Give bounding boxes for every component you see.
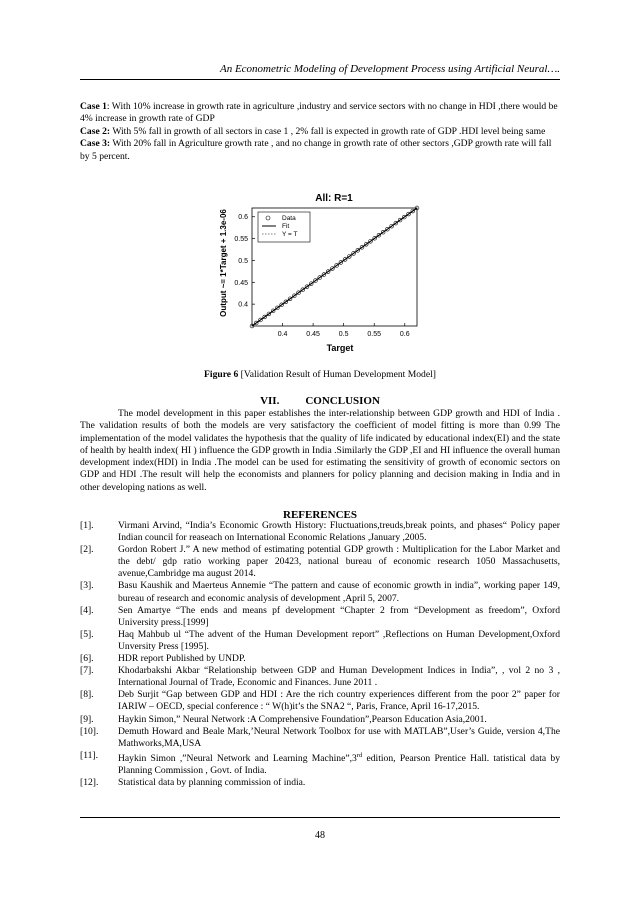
- x-tick-label: 0.4: [277, 331, 288, 338]
- case-text: With 20% fall in Agriculture growth rate , and no change in growth rate of other sectors ,GDP growth rate will fall by 5 percent.: [80, 138, 552, 162]
- case-label: Case 2:: [80, 125, 111, 137]
- legend-label: Fit: [282, 223, 290, 230]
- reference-number: [10].: [80, 725, 99, 737]
- reference-item: [80, 544, 560, 580]
- reference-item: [80, 605, 560, 629]
- case-label: Case 3:: [80, 138, 111, 150]
- reference-item: [80, 629, 560, 653]
- reference-number: [11].: [80, 749, 99, 761]
- reference-number: [2].: [80, 544, 94, 556]
- reference-item: [80, 665, 560, 689]
- reference-superscript: rd: [356, 751, 363, 759]
- reference-text: Gordon Robert J.” A new method of estimating potential GDP growth : Multiplication for the Labor Market and the debt/ gdp ratio working paper 20423, national bureau of economic research 1050 Massachusetts, avenue,Cambridge ma august 2014.: [118, 544, 560, 580]
- reference-number: [9].: [80, 713, 94, 725]
- reference-item: [80, 520, 560, 544]
- reference-text: Demuth Howard and Beale Mark,’Neural Network Toolbox for use with MATLAB”,User’s Guide, version 4,The Mathworks,MA,USA: [118, 725, 560, 749]
- y-axis-label: Output ~= 1*Target + 1.3e-06: [219, 209, 228, 317]
- reference-item: [80, 750, 560, 777]
- section-title: CONCLUSION: [305, 395, 380, 407]
- reference-list: [80, 520, 560, 789]
- chart-legend: [258, 212, 310, 242]
- y-tick-label: 0.4: [238, 301, 248, 309]
- footer-divider: [80, 817, 560, 818]
- case-2: [80, 126, 560, 138]
- case-text: With 5% fall in growth of all sectors in case 1 , 2% fall is expected in growth rate of GDP .HDI level being same: [110, 125, 546, 137]
- header-divider: [80, 79, 560, 80]
- figure-caption: [80, 369, 560, 381]
- reference-text: [118, 750, 560, 777]
- reference-number: [3].: [80, 580, 94, 592]
- reference-text: Virmani Arvind, “India’s Economic Growth History: Fluctuations,treuds,break points, and phases“ Policy paper Indian council for reaseach on International Economic Relations ,January ,2005.: [118, 520, 560, 544]
- section-number: VII.: [260, 395, 280, 407]
- x-tick-label: 0.55: [367, 331, 382, 338]
- y-tick-label: 0.55: [234, 236, 248, 244]
- reference-item: [80, 689, 560, 713]
- reference-number: [6].: [80, 653, 94, 665]
- chart-title: All: R=1: [315, 193, 353, 204]
- reference-text: Basu Kaushik and Maerteus Annemie “The pattern and cause of economic growth in india”, working paper 149, bureau of research and economic analysis of development ,April 5, 2007.: [118, 580, 560, 604]
- reference-text-a: Haykin Simon ,”Neural Network and Learning Machine”,3: [118, 752, 357, 764]
- page-number: 48: [315, 830, 325, 841]
- reference-item: [80, 726, 560, 750]
- reference-item: [80, 777, 560, 789]
- reference-text: Haq Mahbub ul “The advent of the Human Development report” ,Reflections on Human Development,Oxford Unversity Press [1995].: [118, 628, 560, 652]
- reference-number: [1].: [80, 520, 94, 531]
- reference-text-b: edition, Pearson Prentice Hall. tatistical data by Planning Commission , Govt. of India.: [118, 752, 560, 777]
- reference-text: Khodarbakshi Akbar “Relationship between GDP and Human Development Indices in India”, , vol 2 no 3 , International Journal of Trade, Economic and Finances. June 2011 .: [118, 665, 560, 689]
- figure-caption-text: [Validation Result of Human Development Model]: [238, 369, 436, 380]
- reference-number: [8].: [80, 689, 94, 701]
- case-1: [80, 101, 560, 126]
- case-text: : With 10% increase in growth rate in agriculture ,industry and service sectors with no change in HDI ,there would be 4% increase in growth rate of GDP: [80, 101, 558, 125]
- reference-number: [4].: [80, 604, 94, 616]
- y-tick-label: 0.45: [234, 279, 248, 287]
- x-tick-label: 0.5: [338, 331, 349, 338]
- legend-label: Y = T: [282, 231, 298, 238]
- references-heading: REFERENCES: [283, 509, 357, 521]
- conclusion-paragraph: The model development in this paper establishes the inter-relationship between GDP growth and HDI of India . The validation results of both the models are very satisfactory the coefficient of model fitting is more than 0.99 The implementation of the model validates the hypothesis that the quality of life indicated by educational index(EI) and the state of health by health index( HI ) influence the GDP growth in India .Similarly the GDP ,EI and HI influence the overall human development index(HDI) in India .The model can be used for estimating the sensitivity of growth of economic sectors on GDP and HDI .The result will help the economists and planners for policy planning and decision making in India and in other developing nations as well.: [80, 408, 560, 493]
- regression-chart: [208, 188, 430, 358]
- reference-number: [5].: [80, 628, 94, 640]
- reference-item: [80, 653, 560, 665]
- case-list: [80, 101, 560, 163]
- legend-label: Data: [282, 215, 296, 222]
- validation-figure: [208, 188, 430, 358]
- y-tick-label: 0.6: [238, 214, 248, 222]
- reference-text: Deb Surjit “Gap between GDP and HDI : Are the rich country experiences different from the poor 2” paper for IARIW – OECD, special conference : “ W(h)it’s the SNA2 “, Paris, France, April 16-17,2015.: [118, 689, 560, 713]
- x-axis-label: Target: [326, 343, 354, 353]
- reference-number: [7].: [80, 665, 94, 677]
- x-tick-label: 0.45: [306, 331, 320, 338]
- reference-text: HDR report Published by UNDP.: [118, 653, 246, 665]
- section-heading: [80, 394, 560, 408]
- figure-label: Figure 6: [204, 369, 239, 380]
- case-3: [80, 138, 560, 163]
- x-tick-label: 0.6: [399, 331, 410, 338]
- reference-number: [12].: [80, 777, 99, 789]
- running-header: An Econometric Modeling of Development Process using Artificial Neural….: [219, 63, 560, 75]
- reference-text: Haykin Simon,” Neural Network :A Comprehensive Foundation”,Pearson Education Asia,2001.: [118, 713, 487, 725]
- reference-text: Sen Amartye “The ends and means pf development “Chapter 2 from “Development as freedom”, Oxford University press.[1999]: [118, 604, 560, 628]
- reference-item: [80, 714, 560, 726]
- case-label: Case 1: [80, 101, 107, 112]
- reference-text: Statistical data by planning commission of india.: [118, 777, 306, 789]
- y-tick-label: 0.5: [238, 257, 248, 265]
- reference-item: [80, 580, 560, 604]
